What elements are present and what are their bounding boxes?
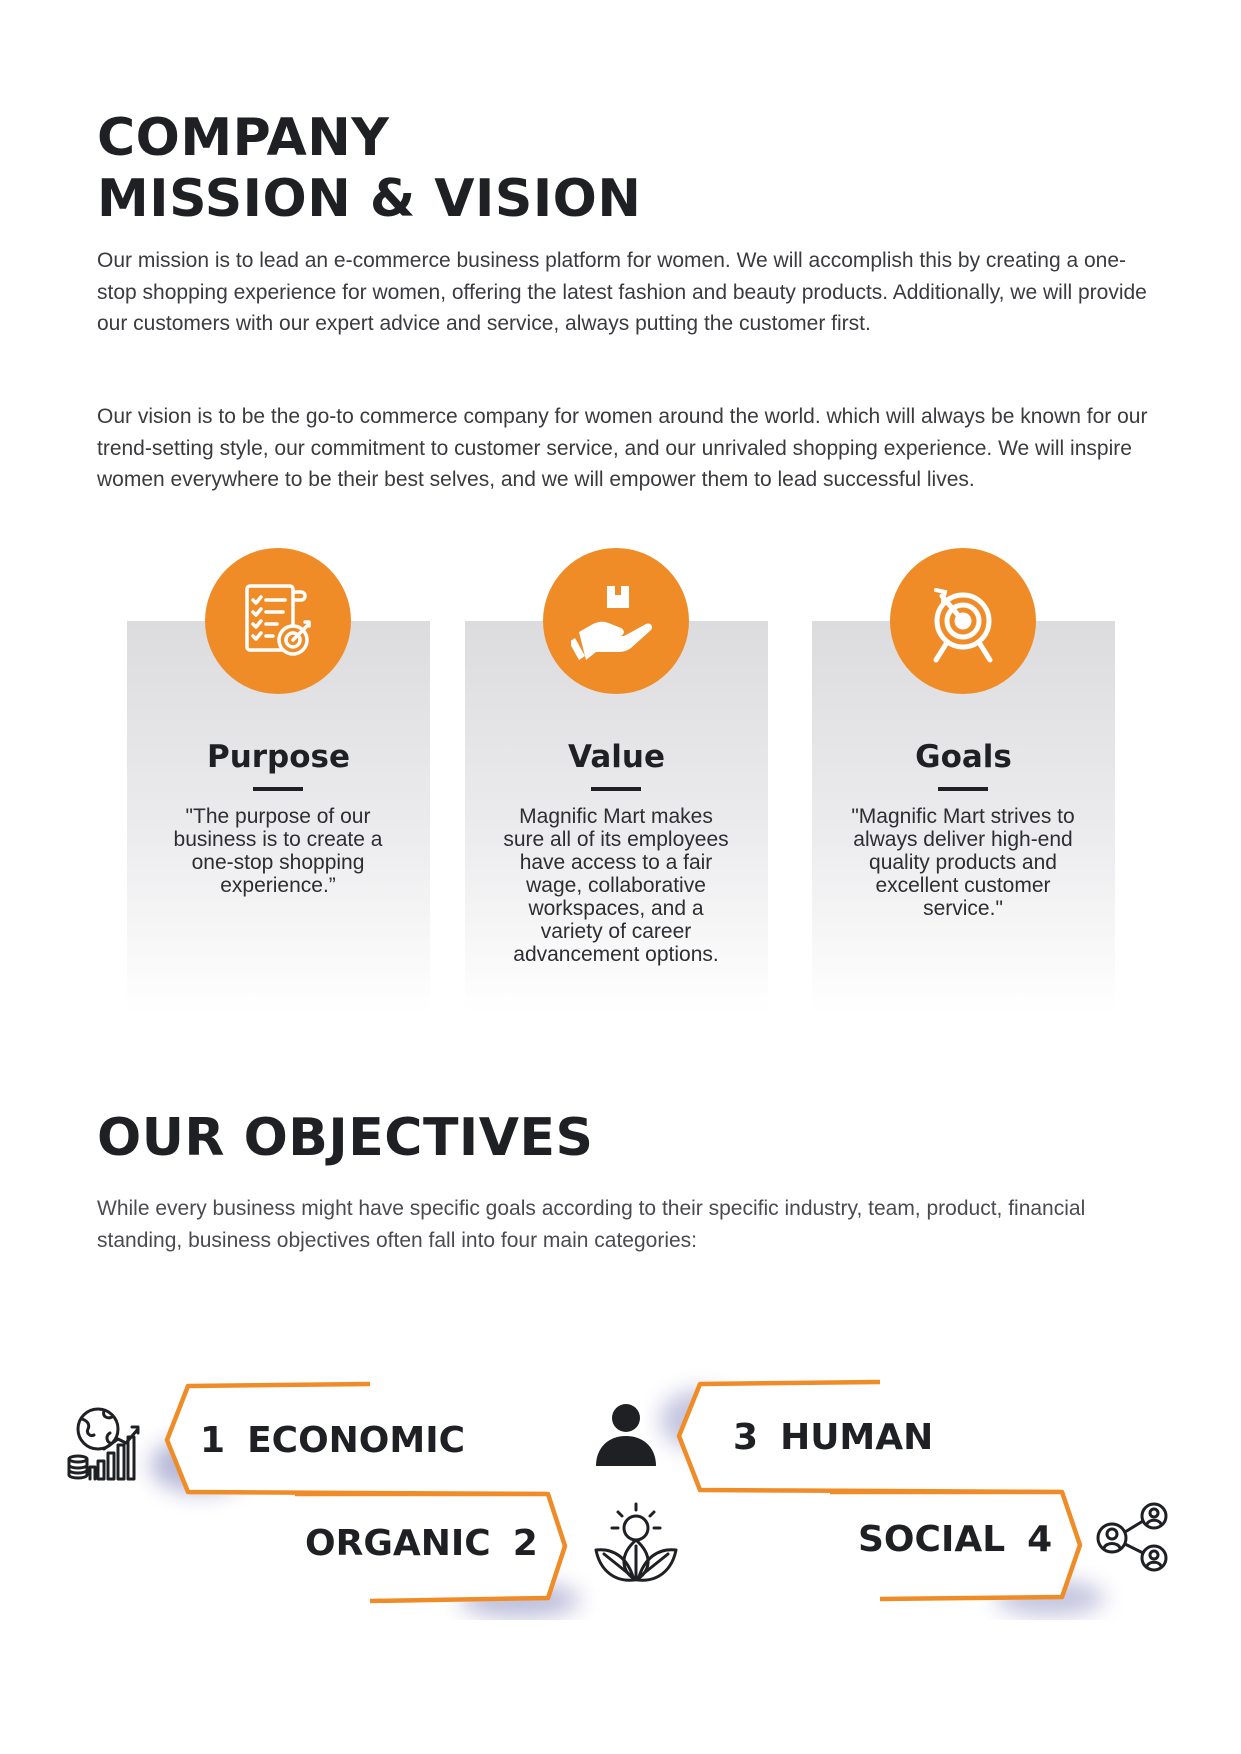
objective-organic-label xyxy=(305,1522,538,1566)
people-network-icon xyxy=(1094,1500,1174,1581)
objective-human-label xyxy=(733,1416,933,1460)
checklist-target-icon xyxy=(205,548,351,694)
objective-number: 2 xyxy=(512,1523,538,1564)
objective-number: 1 xyxy=(200,1420,226,1461)
objective-social-label xyxy=(858,1518,1052,1562)
purpose-divider xyxy=(253,787,303,791)
sun-leaves-icon xyxy=(590,1500,682,1589)
value-text: Magnific Mart makes sure all of its employees have access to a fair wage, collaborative workspaces, and a variety of career advancement options. xyxy=(503,805,729,966)
value-divider xyxy=(591,787,641,791)
objective-number: 3 xyxy=(733,1417,759,1458)
goals-divider xyxy=(938,787,988,791)
target-arrow-icon xyxy=(890,548,1036,694)
objectives-intro: While every business might have specific goals according to their specific industry, team, product, financial standing, business objectives often fall into four main categories: xyxy=(97,1197,1086,1252)
vision-paragraph: Our vision is to be the go-to commerce company for women around the world. which will always be known for our trend-setting style, our commitment to customer service, and our unrivaled shopping experience. We will inspire women everywhere to be their best selves, and we will empower them to lead successful lives. xyxy=(97,405,1148,491)
goals-text: "Magnific Mart strives to always deliver high-end quality products and excellent customer service." xyxy=(851,805,1075,920)
objective-economic-label xyxy=(200,1419,465,1463)
objective-name: ECONOMIC xyxy=(247,1420,466,1461)
objective-name: SOCIAL xyxy=(858,1519,1006,1560)
goals-title: Goals xyxy=(915,739,1012,775)
person-icon xyxy=(588,1398,664,1479)
objective-number: 4 xyxy=(1027,1519,1053,1560)
page-title-line1: COMPANY xyxy=(97,108,390,168)
hand-box-icon xyxy=(543,548,689,694)
objectives-title: OUR OBJECTIVES xyxy=(97,1108,594,1168)
purpose-text: "The purpose of our business is to create a one-stop shopping experience.” xyxy=(173,805,383,897)
page-title-line2: MISSION & VISION xyxy=(97,169,642,229)
page-title xyxy=(97,108,641,230)
objective-name: HUMAN xyxy=(780,1417,934,1458)
mission-paragraph: Our mission is to lead an e-commerce business platform for women. We will accomplish this by creating a one-stop shopping experience for women, offering the latest fashion and beauty products. Additionally, we will provide our customers with our expert advice and service, always putting the customer first. xyxy=(97,249,1147,335)
globe-coins-chart-icon xyxy=(64,1403,144,1488)
purpose-title: Purpose xyxy=(206,739,351,775)
objective-name: ORGANIC xyxy=(305,1523,491,1564)
value-title: Value xyxy=(568,739,665,775)
